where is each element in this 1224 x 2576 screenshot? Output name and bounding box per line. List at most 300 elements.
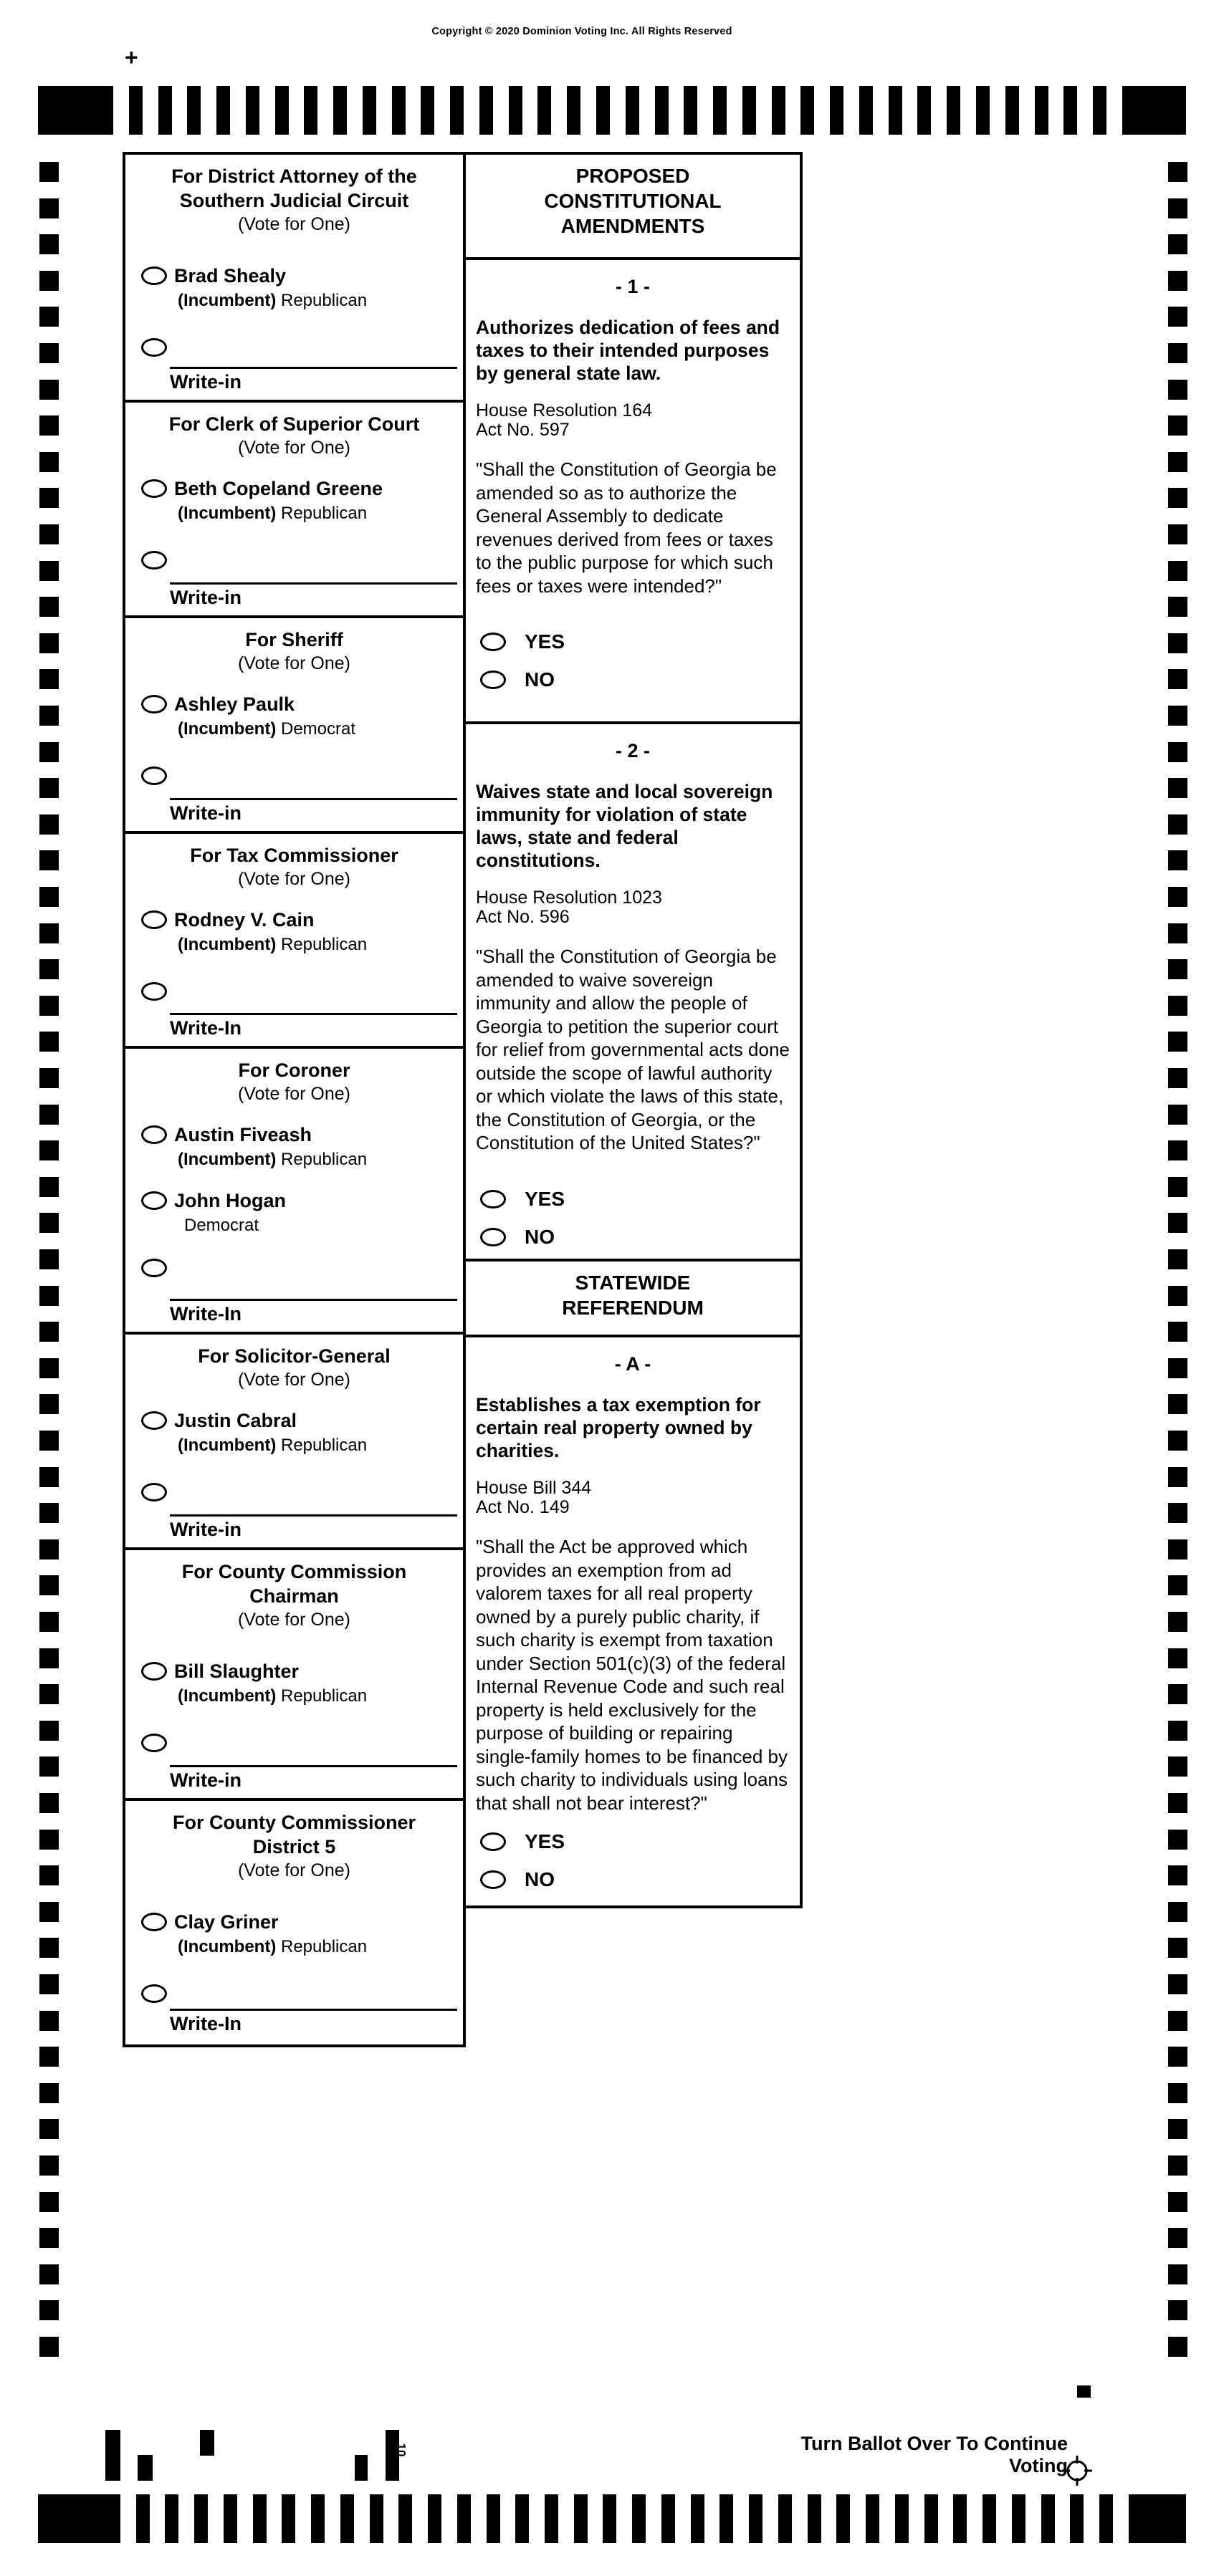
timing-mark <box>603 2494 616 2543</box>
timing-mark <box>39 1865 59 1885</box>
write-in-oval-row <box>141 981 456 1002</box>
timing-mark <box>282 2494 295 2543</box>
write-in-label: Write-In <box>170 1303 242 1325</box>
timing-mark <box>39 2337 59 2357</box>
measure-number: - A - <box>614 1353 651 1375</box>
contest-title <box>125 1801 463 1859</box>
vote-oval[interactable] <box>141 1411 167 1430</box>
timing-mark <box>1168 814 1187 835</box>
timing-mark <box>836 2494 850 2543</box>
timing-mark <box>1168 2156 1187 2176</box>
candidate-name: Austin Fiveash <box>174 1124 312 1145</box>
timing-mark <box>39 343 59 363</box>
write-in-label: Write-in <box>170 371 242 393</box>
header-line: REFERENDUM <box>562 1297 704 1319</box>
timing-mark <box>1168 959 1187 979</box>
vote-instruction: (Vote for One) <box>237 653 351 673</box>
timing-mark <box>1168 162 1187 182</box>
vote-oval[interactable] <box>141 266 167 285</box>
vote-oval[interactable] <box>141 479 167 498</box>
timing-mark <box>1168 415 1187 436</box>
candidate-party: (Incumbent) Republican <box>178 291 368 310</box>
timing-mark <box>39 2011 59 2031</box>
timing-mark <box>1168 1431 1187 1451</box>
vote-oval[interactable] <box>141 1662 167 1681</box>
timing-mark <box>1099 2494 1113 2543</box>
write-in-oval-row <box>141 1481 456 1503</box>
timing-mark <box>1168 271 1187 291</box>
choice-no <box>480 1226 790 1249</box>
timing-mark <box>1168 1503 1187 1523</box>
vote-oval[interactable] <box>141 695 167 713</box>
write-in-section <box>170 2009 457 2034</box>
contest-tax-commissioner <box>125 834 463 1049</box>
vote-oval[interactable] <box>141 910 167 929</box>
timing-mark <box>626 86 639 135</box>
timing-mark <box>749 2494 762 2543</box>
vote-oval[interactable] <box>141 1483 167 1501</box>
contest-solicitor-general <box>125 1335 463 1550</box>
timing-mark <box>39 2083 59 2103</box>
timing-mark <box>1168 2083 1187 2103</box>
write-in-section <box>170 1765 457 1791</box>
write-in-oval-row <box>141 549 456 571</box>
no-label: NO <box>525 1225 555 1248</box>
choice-no <box>480 1868 790 1891</box>
timing-mark <box>1168 1938 1187 1958</box>
timing-mark <box>1168 1756 1187 1777</box>
timing-mark <box>1168 1721 1187 1741</box>
timing-mark <box>39 1756 59 1777</box>
timing-mark <box>808 2494 821 2543</box>
vote-oval[interactable] <box>480 1870 506 1889</box>
vote-oval[interactable] <box>141 551 167 569</box>
timing-mark <box>537 86 551 135</box>
timing-mark <box>39 198 59 218</box>
timing-mark <box>866 2494 879 2543</box>
timing-mark <box>39 597 59 617</box>
timing-mark <box>976 86 990 135</box>
write-in-line[interactable] <box>170 1013 457 1015</box>
timing-mark <box>1168 524 1187 544</box>
timing-mark <box>39 633 59 653</box>
write-in-line[interactable] <box>170 2009 457 2011</box>
timing-mark <box>953 2494 967 2543</box>
reference-line: House Bill 344 <box>476 1478 592 1498</box>
vote-oval[interactable] <box>141 766 167 785</box>
timing-mark <box>39 2119 59 2139</box>
timing-mark <box>1168 380 1187 400</box>
timing-mark <box>428 2494 441 2543</box>
timing-mark <box>340 2494 354 2543</box>
timing-mark <box>39 415 59 436</box>
vote-instruction: (Vote for One) <box>237 869 351 889</box>
reference-line: Act No. 149 <box>476 1497 570 1517</box>
timing-mark <box>1168 488 1187 508</box>
timing-mark <box>1093 86 1106 135</box>
write-in-label: Write-in <box>170 1519 242 1540</box>
timing-mark <box>859 86 873 135</box>
timing-mark <box>333 86 347 135</box>
timing-mark <box>684 86 697 135</box>
reference-line: House Resolution 1023 <box>476 888 662 908</box>
contest-title <box>125 403 463 436</box>
contest-coroner <box>125 1049 463 1335</box>
footer-square-mark <box>1077 2385 1091 2398</box>
candidate-row <box>141 265 456 311</box>
timing-mark <box>772 86 785 135</box>
candidate-name: Justin Cabral <box>174 1410 297 1431</box>
timing-mark <box>691 2494 704 2543</box>
timing-mark <box>39 307 59 327</box>
timing-mark <box>311 2494 325 2543</box>
vote-oval[interactable] <box>141 982 167 1001</box>
header-line: AMENDMENTS <box>560 215 705 237</box>
vote-oval[interactable] <box>480 671 506 689</box>
candidate-party: (Incumbent) Republican <box>178 1150 368 1169</box>
timing-mark <box>1035 86 1048 135</box>
candidate-party: (Incumbent) Republican <box>178 1436 368 1455</box>
timing-mark <box>194 2494 208 2543</box>
timing-mark <box>39 814 59 835</box>
vote-instruction: (Vote for One) <box>237 1370 351 1390</box>
timing-mark <box>1168 2192 1187 2212</box>
timing-mark <box>39 1612 59 1632</box>
timing-mark <box>129 86 143 135</box>
candidate-row <box>141 478 456 524</box>
candidate-row <box>141 1410 456 1456</box>
vote-oval[interactable] <box>141 1984 167 2003</box>
header-line: STATEWIDE <box>575 1272 691 1294</box>
timing-mark <box>1168 343 1187 363</box>
timing-mark <box>1168 633 1187 653</box>
timing-mark <box>1168 1793 1187 1813</box>
copyright-text: Copyright © 2020 Dominion Voting Inc. All Rights Reserved <box>431 26 732 37</box>
reference-line: Act No. 597 <box>476 420 570 440</box>
timing-mark <box>1168 1140 1187 1160</box>
timing-mark <box>136 2494 150 2543</box>
candidate-row <box>141 693 456 739</box>
measure-amendment-2 <box>466 724 800 1261</box>
write-in-label: Write-in <box>170 802 242 824</box>
ballot-id-bar <box>355 2455 368 2481</box>
timing-mark <box>1168 1213 1187 1233</box>
timing-mark <box>924 2494 938 2543</box>
contest-title-line: Southern Judicial Circuit <box>179 190 409 211</box>
timing-mark <box>39 2264 59 2284</box>
contest-title <box>125 1049 463 1082</box>
timing-mark <box>917 86 931 135</box>
bottom-timing-row <box>38 2494 1186 2543</box>
write-in-line[interactable] <box>170 367 457 369</box>
reference-line: House Resolution 164 <box>476 400 652 420</box>
timing-mark <box>363 86 376 135</box>
timing-block <box>38 2494 120 2543</box>
timing-mark <box>1168 1358 1187 1378</box>
vote-instruction: (Vote for One) <box>237 438 351 458</box>
contest-sheriff <box>125 618 463 834</box>
timing-mark <box>39 2047 59 2067</box>
candidate-party: (Incumbent) Republican <box>178 504 368 523</box>
timing-mark <box>39 1213 59 1233</box>
timing-mark <box>39 1902 59 1922</box>
contest-title <box>125 155 463 213</box>
timing-mark <box>632 2494 646 2543</box>
timing-mark <box>39 923 59 943</box>
referendum-header <box>466 1261 800 1337</box>
amendments-header <box>466 155 800 260</box>
timing-mark <box>1168 2047 1187 2067</box>
candidate-row <box>141 1661 456 1706</box>
write-in-line[interactable] <box>170 798 457 800</box>
timing-mark <box>39 524 59 544</box>
timing-mark <box>1005 86 1019 135</box>
timing-mark <box>398 2494 412 2543</box>
header-line: CONSTITUTIONAL <box>544 190 722 212</box>
timing-mark <box>39 1322 59 1342</box>
contest-title-line: For Sheriff <box>245 629 343 650</box>
contest-title-line: Chairman <box>249 1585 339 1607</box>
timing-mark <box>39 561 59 581</box>
timing-mark <box>39 1721 59 1741</box>
timing-mark <box>450 86 464 135</box>
measure-summary: Waives state and local sovereign immunity for violation of state laws, state and federal constitutions. <box>476 781 773 871</box>
timing-mark <box>39 1431 59 1451</box>
write-in-line[interactable] <box>170 1299 457 1301</box>
timing-mark <box>895 2494 909 2543</box>
timing-mark <box>1168 850 1187 870</box>
candidate-name: Bill Slaughter <box>174 1661 300 1682</box>
timing-mark <box>39 1503 59 1523</box>
timing-mark <box>1168 1068 1187 1088</box>
contest-county-commission-chairman <box>125 1550 463 1801</box>
vote-oval[interactable] <box>141 1913 167 1931</box>
contest-county-commissioner-district-5 <box>125 1801 463 2042</box>
vote-oval[interactable] <box>141 1125 167 1144</box>
timing-mark <box>1168 706 1187 726</box>
no-label: NO <box>525 1868 555 1890</box>
timing-mark <box>1168 1684 1187 1704</box>
timing-mark <box>1168 234 1187 254</box>
timing-mark <box>1168 561 1187 581</box>
timing-mark <box>800 86 814 135</box>
vote-oval[interactable] <box>141 1259 167 1277</box>
timing-mark <box>1168 742 1187 762</box>
choice-no <box>480 668 790 691</box>
contest-title-line: For County Commissioner <box>172 1812 416 1833</box>
timing-mark <box>1168 1902 1187 1922</box>
timing-mark <box>1041 2494 1055 2543</box>
timing-mark <box>39 488 59 508</box>
timing-mark <box>778 2494 792 2543</box>
write-in-oval-row <box>141 765 456 787</box>
timing-mark <box>39 2300 59 2320</box>
yes-label: YES <box>525 630 565 653</box>
write-in-section <box>170 1299 457 1325</box>
contest-clerk-superior-court <box>125 403 463 618</box>
registration-target-icon <box>1061 2454 1094 2491</box>
timing-mark <box>39 1105 59 1125</box>
write-in-line[interactable] <box>170 1765 457 1767</box>
timing-mark <box>39 1394 59 1414</box>
measure-references <box>476 1479 790 1517</box>
timing-mark <box>1168 778 1187 798</box>
timing-mark <box>392 86 406 135</box>
timing-mark <box>1168 2264 1187 2284</box>
vote-oval[interactable] <box>141 338 167 357</box>
write-in-line[interactable] <box>170 1514 457 1517</box>
measure-referendum-a <box>466 1337 800 1903</box>
contest-title <box>125 1335 463 1368</box>
timing-mark <box>655 86 669 135</box>
timing-mark <box>39 1575 59 1595</box>
write-in-label: Write-in <box>170 587 242 608</box>
choice-yes <box>480 1830 790 1853</box>
reference-line: Act No. 596 <box>476 907 570 927</box>
timing-mark <box>39 1068 59 1088</box>
measure-references <box>476 888 790 927</box>
timing-block <box>38 86 113 135</box>
timing-mark <box>1168 1539 1187 1559</box>
timing-mark <box>1168 597 1187 617</box>
turn-ballot-over-text: Turn Ballot Over To Continue Voting <box>800 2433 1068 2476</box>
timing-mark <box>545 2494 558 2543</box>
timing-mark <box>39 1684 59 1704</box>
timing-mark <box>39 996 59 1016</box>
timing-mark <box>275 86 289 135</box>
write-in-label: Write-In <box>170 1017 242 1039</box>
write-in-section <box>170 1514 457 1540</box>
timing-mark <box>1168 1105 1187 1125</box>
yes-label: YES <box>525 1830 565 1852</box>
candidate-party: (Incumbent) Republican <box>178 935 368 954</box>
contest-district-attorney <box>125 155 463 403</box>
timing-mark <box>1168 1177 1187 1197</box>
vote-instruction: (Vote for One) <box>237 1860 351 1880</box>
vote-instruction: (Vote for One) <box>237 1610 351 1630</box>
choice-yes <box>480 630 790 653</box>
timing-mark <box>1168 887 1187 907</box>
timing-mark <box>1063 86 1077 135</box>
measure-amendment-1 <box>466 260 800 724</box>
vote-oval[interactable] <box>480 633 506 651</box>
contest-title <box>125 1550 463 1608</box>
timing-mark <box>1168 198 1187 218</box>
timing-mark <box>39 1467 59 1487</box>
write-in-oval-row <box>141 337 456 358</box>
timing-mark <box>39 452 59 472</box>
timing-mark <box>1168 1575 1187 1595</box>
candidate-party: Democrat <box>184 1216 259 1235</box>
contest-title-line: For Coroner <box>238 1059 350 1081</box>
timing-mark <box>187 86 201 135</box>
candidate-row <box>141 1911 456 1957</box>
top-timing-row <box>38 86 1186 135</box>
contests-column <box>123 152 466 2047</box>
timing-mark <box>39 1249 59 1269</box>
candidate-party: (Incumbent) Republican <box>178 1937 368 1956</box>
timing-mark <box>457 2494 471 2543</box>
ballot-id-bar <box>138 2455 153 2481</box>
vote-oval[interactable] <box>480 1228 506 1246</box>
candidate-row <box>141 1124 456 1170</box>
write-in-label: Write-In <box>170 2013 242 2034</box>
timing-mark <box>509 86 522 135</box>
timing-mark <box>39 380 59 400</box>
timing-mark <box>947 86 960 135</box>
contest-title <box>125 618 463 652</box>
timing-mark <box>39 1648 59 1668</box>
timing-mark <box>1168 1830 1187 1850</box>
timing-mark <box>1168 1612 1187 1632</box>
registration-plus-mark: + <box>125 44 138 70</box>
timing-mark <box>216 86 230 135</box>
measure-question: "Shall the Constitution of Georgia be amended to waive sovereign immunity and allow the people of Georgia to petition the superior court for relief from governmental acts done outside the scope of lawful authority or which violate the laws of this state, the Constitution of Georgia, or the Constitution of the United States?" <box>476 946 790 1153</box>
candidate-name: Rodney V. Cain <box>174 909 315 931</box>
timing-mark <box>39 706 59 726</box>
timing-mark <box>661 2494 675 2543</box>
measure-summary: Authorizes dedication of fees and taxes to their intended purposes by general state law. <box>476 317 780 384</box>
write-in-line[interactable] <box>170 582 457 585</box>
write-in-oval-row <box>141 1732 456 1754</box>
write-in-label: Write-in <box>170 1769 242 1791</box>
timing-mark <box>567 86 580 135</box>
timing-mark <box>39 1286 59 1306</box>
vote-oval[interactable] <box>480 1832 506 1851</box>
timing-mark <box>1168 996 1187 1016</box>
timing-mark <box>39 850 59 870</box>
candidate-name: Brad Shealy <box>174 265 287 287</box>
write-in-section <box>170 798 457 824</box>
candidate-party: (Incumbent) Republican <box>178 1686 368 1706</box>
timing-mark <box>39 2156 59 2176</box>
write-in-section <box>170 1013 457 1039</box>
header-line: PROPOSED <box>575 165 690 187</box>
timing-mark <box>39 162 59 182</box>
contest-title-line: For Clerk of Superior Court <box>168 413 420 435</box>
write-in-section <box>170 582 457 608</box>
measures-column <box>463 152 803 1908</box>
timing-mark <box>253 2494 267 2543</box>
timing-mark <box>830 86 843 135</box>
vote-instruction: (Vote for One) <box>237 1084 351 1104</box>
write-in-section <box>170 367 457 393</box>
timing-mark <box>39 2228 59 2248</box>
no-label: NO <box>525 668 555 691</box>
timing-mark <box>39 1032 59 1052</box>
yes-label: YES <box>525 1187 565 1210</box>
timing-mark <box>39 234 59 254</box>
timing-mark <box>39 742 59 762</box>
measure-question: "Shall the Constitution of Georgia be amended so as to authorize the General Assembly to dedicate revenues derived from fees or taxes to the public purpose for which such fees or taxes were intended?" <box>476 458 777 597</box>
timing-mark <box>39 1140 59 1160</box>
candidate-name: Beth Copeland Greene <box>174 478 383 499</box>
timing-mark <box>246 86 259 135</box>
timing-block <box>1122 86 1186 135</box>
timing-mark <box>1168 1865 1187 1885</box>
timing-mark <box>1168 2119 1187 2139</box>
timing-mark <box>39 1358 59 1378</box>
timing-mark <box>165 2494 178 2543</box>
vote-oval[interactable] <box>141 1191 167 1210</box>
timing-mark <box>39 669 59 689</box>
candidate-row <box>141 1190 456 1236</box>
timing-mark <box>1168 1249 1187 1269</box>
vote-oval[interactable] <box>480 1190 506 1208</box>
timing-mark <box>304 86 317 135</box>
timing-mark <box>1168 669 1187 689</box>
vote-oval[interactable] <box>141 1734 167 1752</box>
